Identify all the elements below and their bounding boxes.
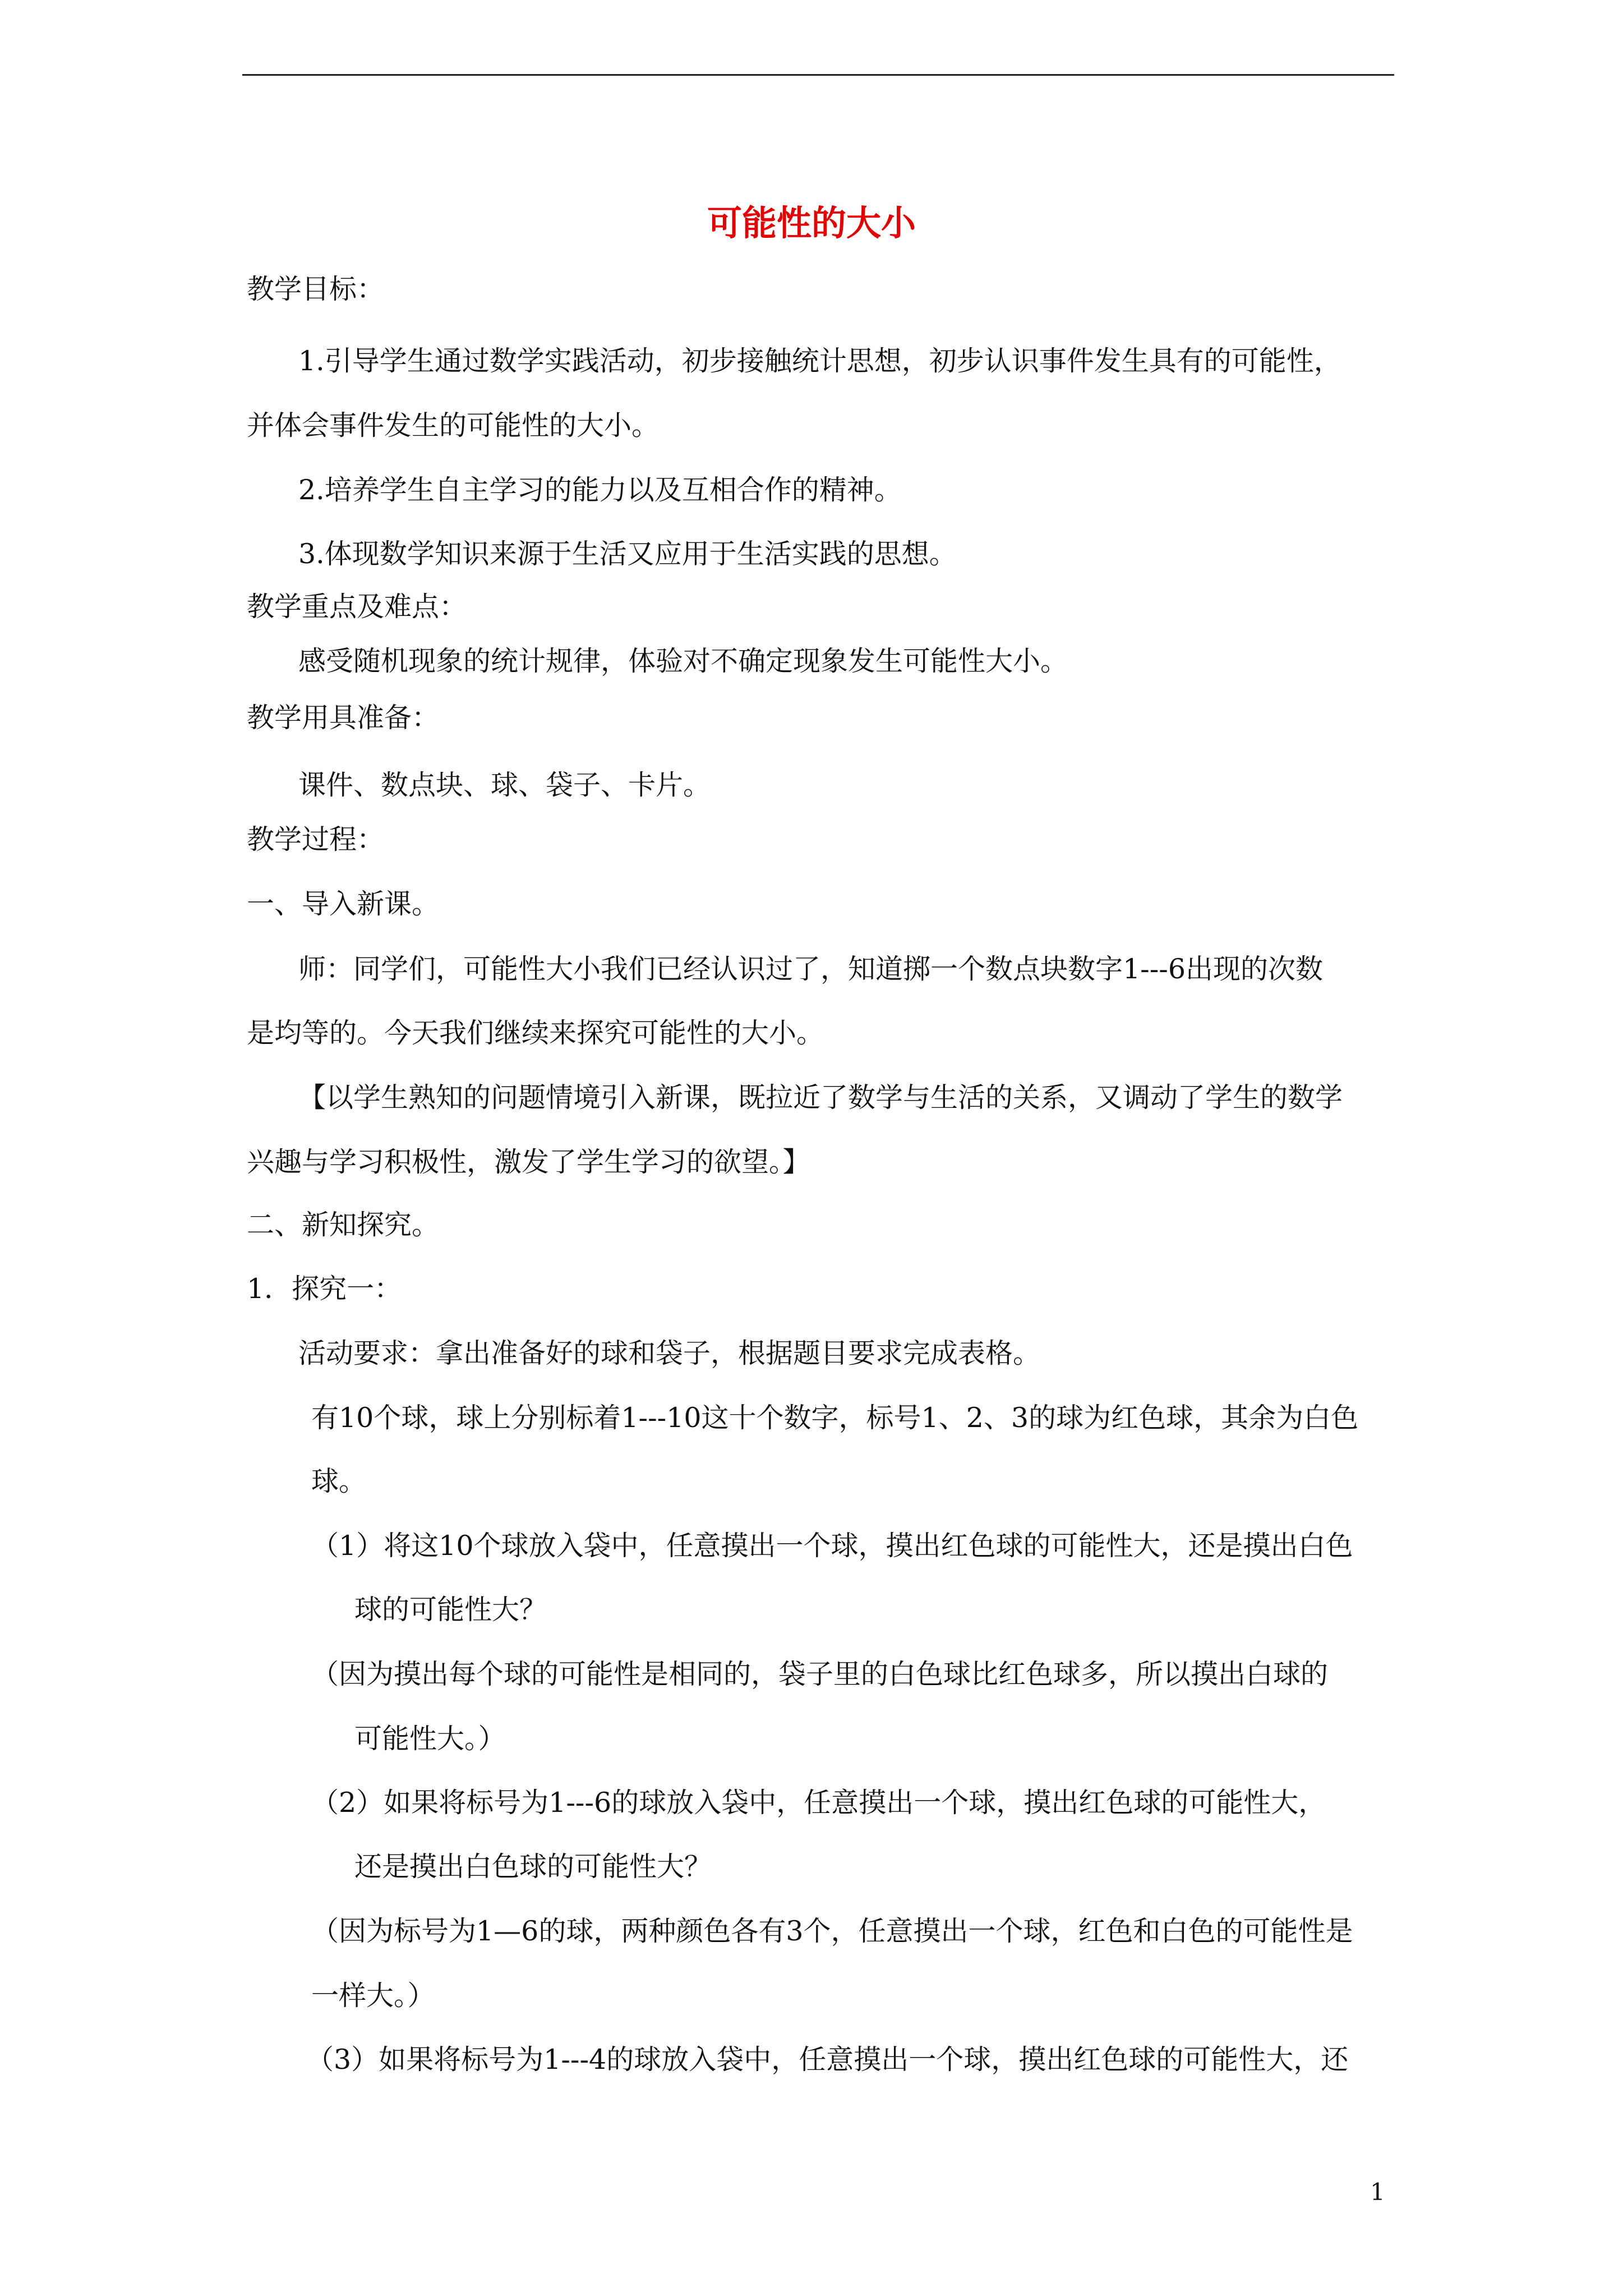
question-3-line-1: （3）如果将标号为1---4的球放入袋中，任意摸出一个球，摸出红色球的可能性大，还 [306,2044,1349,2076]
note-line-2: 兴趣与学习积极性，激发了学生学习的欲望。】 [247,1146,810,1178]
objective-3: 3.体现数学知识来源于生活又应用于生活实践的思想。 [298,538,957,570]
answer-1-line-2: 可能性大。） [354,1723,506,1755]
objective-1-line-2: 并体会事件发生的可能性的大小。 [247,409,660,441]
key-points-text: 感受随机现象的统计规律，体验对不确定现象发生可能性大小。 [298,645,1068,677]
section-2-heading: 二、新知探究。 [247,1209,440,1241]
answer-1-line-1: （因为摸出每个球的可能性是相同的，袋子里的白色球比红色球多，所以摸出白球的 [311,1658,1329,1690]
teacher-line-2: 是均等的。今天我们继续来探究可能性的大小。 [247,1017,824,1049]
tools-heading: 教学用具准备： [247,702,440,734]
activity-requirement: 活动要求：拿出准备好的球和袋子，根据题目要求完成表格。 [298,1337,1041,1369]
page-number: 1 [1370,2178,1385,2206]
section-1-heading: 一、导入新课。 [247,888,440,920]
key-points-heading: 教学重点及难点： [247,591,467,623]
setup-line-2: 球。 [311,1465,367,1497]
process-heading: 教学过程： [247,823,385,855]
question-1-line-2: 球的可能性大？ [354,1594,547,1626]
note-line-1: 【以学生熟知的问题情境引入新课，既拉近了数学与生活的关系，又调动了学生的数学 [298,1082,1343,1114]
teacher-line-1: 师：同学们，可能性大小我们已经认识过了，知道掷一个数点块数字1---6出现的次数 [298,953,1324,985]
answer-2-line-1: （因为标号为1—6的球，两种颜色各有3个，任意摸出一个球，红色和白色的可能性是 [311,1915,1353,1947]
objectives-heading: 教学目标： [247,273,385,305]
question-2-line-1: （2）如果将标号为1---6的球放入袋中，任意摸出一个球，摸出红色球的可能性大， [311,1787,1326,1819]
tools-text: 课件、数点块、球、袋子、卡片。 [298,769,711,801]
document-title: 可能性的大小 [707,203,916,243]
question-1-line-1: （1）将这10个球放入袋中，任意摸出一个球，摸出红色球的可能性大，还是摸出白色 [311,1530,1353,1562]
objective-1-line-1: 1.引导学生通过数学实践活动，初步接触统计思想，初步认识事件发生具有的可能性， [298,345,1341,377]
explore-1-heading: 1．探究一： [247,1273,402,1305]
header-rule [242,74,1394,76]
objective-2: 2.培养学生自主学习的能力以及互相合作的精神。 [298,474,902,506]
setup-line-1: 有10个球，球上分别标着1---10这十个数字，标号1、2、3的球为红色球，其余为白色 [311,1402,1359,1434]
answer-2-line-2: 一样大。） [311,1980,435,2012]
question-2-line-2: 还是摸出白色球的可能性大？ [354,1851,712,1883]
